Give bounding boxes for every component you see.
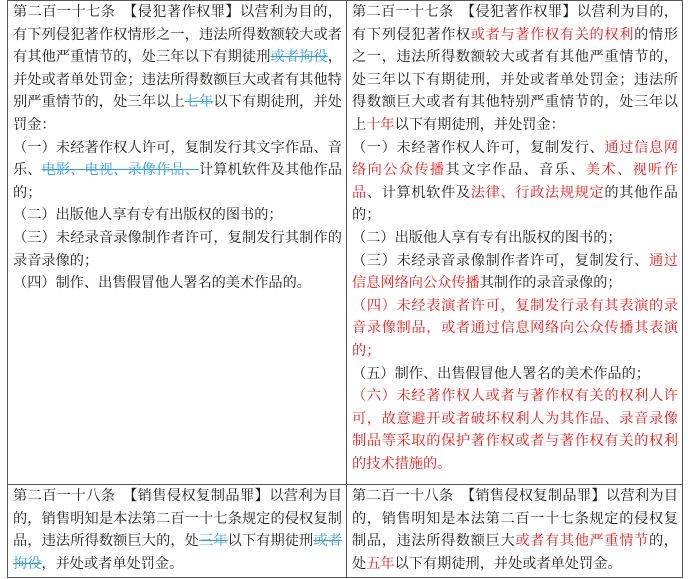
added-text: 五年 (366, 555, 395, 572)
added-text: 或者有其他严重情节 (515, 533, 649, 550)
deleted-text: 七年 (184, 94, 214, 111)
article-217-original-intro: 第二百一十七条 【侵犯著作权罪】以营利为目的，有下列侵犯著作权情形之一，违法所得数额较大或者有其他严重情节的，处三年以下有期徒刑或者拘役，并处或者单处罚金；违法所得数额巨大或者有其他特别严重情节的，处三年以上七年以下有期徒刑，并处罚金： (13, 4, 342, 133)
article-217-amended-item-1: （一）未经著作权人许可，复制发行、通过信息网络向公众传播其文字作品、音乐、美术、视听作品、计算机软件及法律、行政法规规定的其他作品的； (352, 139, 678, 224)
article-217-amended-item-4: （四）未经表演者许可，复制发行录有其表演的录音录像制品，或者通过信息网络向公众传播其表演的； (352, 297, 678, 359)
article-218-original-text: 第二百一十八条 【销售侵权复制品罪】以营利为目的，销售明知是本法第二百一十七条规定的侵权复制品，违法所得数额巨大的，处三年以下有期徒刑或者拘役，并处或者单处罚金。 (13, 488, 342, 572)
deleted-text: 或者拘役 (270, 49, 328, 66)
article-217-original-item-2: （二）出版他人享有专有出版权的图书的； (13, 207, 283, 224)
article-218-amended-cell (346, 484, 682, 578)
article-217-amended-item-6: （六）未经著作权人或者与著作权有关的权利人许可，故意避开或者破坏权利人为其作品、录音录像制品等采取的保护著作权或者与著作权有关的权利的技术措施的。 (352, 388, 678, 472)
article-217-original-cell (8, 1, 346, 484)
article-217-amended-cell (346, 1, 682, 484)
deleted-text: 三年 (199, 533, 228, 550)
article-218-original-cell (8, 484, 346, 578)
deleted-text: 电影、电视、录像作品、 (41, 162, 200, 179)
added-text: 或者与著作权有关的权利 (470, 26, 635, 43)
article-217-original-item-4: （四）制作、出售假冒他人署名的美术作品的。 (13, 275, 311, 292)
article-217-amended-item-5: （五）制作、出售假冒他人署名的美术作品的； (352, 365, 650, 382)
comparison-table (7, 0, 683, 578)
article-217-amended-intro: 第二百一十七条 【侵犯著作权罪】以营利为目的，有下列侵犯著作权或者与著作权有关的权利的情形之一，违法所得数额较大或者有其他严重情节的，处三年以下有期徒刑，并处或者单处罚金；违法所得数额巨大或者有其他特别严重情节的，处三年以上十年以下有期徒刑，并处罚金： (352, 4, 678, 133)
article-217-amended-item-3: （三）未经录音录像制作者许可，复制发行、通过信息网络向公众传播其制作的录音录像的； (352, 252, 678, 292)
article-217-original-item-1: （一）未经著作权人许可，复制发行其文字作品、音乐、电影、电视、录像作品、计算机软件及其他作品的； (13, 139, 342, 201)
deleted-text: 或者拘役 (13, 533, 342, 572)
added-text: 十年 (366, 116, 395, 133)
added-text: 法律、行政法规规定 (470, 184, 605, 201)
article-218-amended-text: 第二百一十八条 【销售侵权复制品罪】以营利为目的，销售明知是本法第二百一十七条规定的侵权复制品，违法所得数额巨大或者有其他严重情节的，处五年以下有期徒刑，并处或者单处罚金。 (352, 488, 678, 572)
added-text: 通过信息网络向公众传播 (352, 139, 678, 179)
article-217-amended-item-2: （二）出版他人享有专有出版权的图书的； (352, 229, 622, 246)
article-217-original-item-3: （三）未经录音录像制作者许可，复制发行其制作的录音录像的； (13, 229, 342, 269)
added-text: 通过信息网络向公众传播 (352, 252, 678, 292)
added-text: 美术、视听作品 (352, 162, 678, 201)
